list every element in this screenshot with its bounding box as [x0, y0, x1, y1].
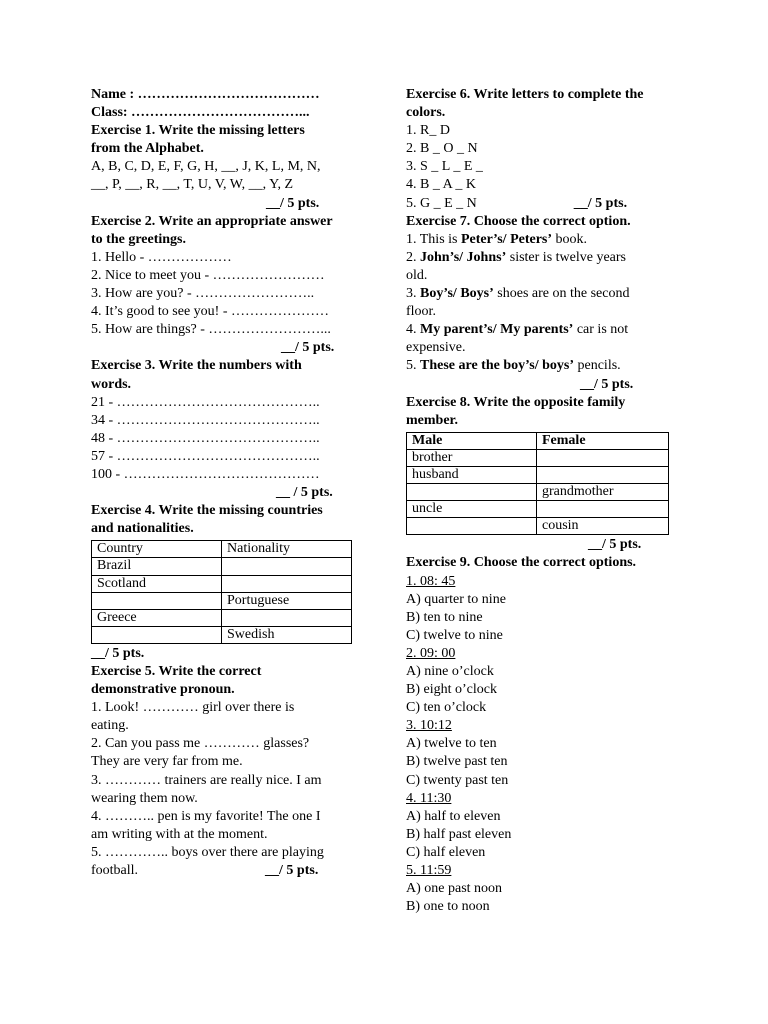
table-header-row — [92, 541, 352, 558]
exercise-4-score: __/ 5 pts. — [91, 645, 145, 661]
color-item: 1. R_ D — [406, 123, 450, 139]
greeting-item: 4. It’s good to see you! - ………………… — [91, 304, 329, 320]
sentence-line: 1. Look! ………… girl over there is — [91, 700, 295, 716]
number-item: 100 - …………………………………… — [91, 466, 320, 482]
table-cell: cousin — [537, 518, 669, 535]
table-cell: husband — [407, 466, 537, 483]
right-column — [406, 86, 674, 916]
option-text: Boy’s/ Boys’ — [420, 286, 494, 302]
table-row — [407, 449, 669, 466]
question-line — [406, 249, 674, 267]
table-cell — [92, 626, 222, 643]
table-cell — [222, 575, 352, 592]
exercise-7-title: Exercise 7. Choose the correct option. — [406, 213, 631, 229]
question-line — [406, 231, 674, 249]
table-header: Country — [92, 541, 222, 558]
question-text: car is not — [573, 322, 629, 338]
sentence-line: eating. — [91, 718, 129, 734]
time-question: 4. 11:30 — [406, 790, 452, 806]
exercise-7-score: __/ 5 pts. — [580, 376, 634, 392]
question-text: 2. — [406, 249, 420, 265]
alphabet-line: A, B, C, D, E, F, G, H, __, J, K, L, M, N, — [91, 159, 321, 175]
option-text: John’s/ Johns’ — [420, 249, 507, 265]
table-row — [92, 626, 352, 643]
table-row — [407, 466, 669, 483]
exercise-8-title: Exercise 8. Write the opposite family — [406, 394, 626, 410]
time-question: 2. 09: 00 — [406, 645, 456, 661]
time-option: B) half past eleven — [406, 826, 512, 842]
color-item: 2. B _ O _ N — [406, 141, 478, 157]
number-item: 48 - …………………………………….. — [91, 430, 320, 446]
question-line — [406, 357, 674, 375]
greeting-item: 2. Nice to meet you - …………………… — [91, 267, 325, 283]
table-header: Female — [537, 432, 669, 449]
question-text: 1. This is — [406, 231, 461, 247]
question-text: 4. — [406, 322, 420, 338]
table-cell: Scotland — [92, 575, 222, 592]
question-text: shoes are on the second — [493, 286, 630, 302]
question-line: old. — [406, 267, 428, 283]
exercise-6-title-cont: colors. — [406, 105, 446, 121]
greeting-item: 1. Hello - ……………… — [91, 249, 232, 265]
table-row — [92, 575, 352, 592]
time-option: A) twelve to ten — [406, 736, 497, 752]
table-cell: Portuguese — [222, 592, 352, 609]
left-column — [91, 86, 349, 880]
table-cell: brother — [407, 449, 537, 466]
exercise-2-title-cont: to the greetings. — [91, 231, 186, 247]
time-question: 1. 08: 45 — [406, 573, 456, 589]
table-row — [407, 501, 669, 518]
exercise-2-score: __/ 5 pts. — [281, 340, 335, 356]
exercise-2-title: Exercise 2. Write an appropriate answer — [91, 213, 333, 229]
question-line: floor. — [406, 304, 436, 320]
sentence-line: 4. ……….. pen is my favorite! The one I — [91, 808, 321, 824]
sentence-line: am writing with at the moment. — [91, 826, 268, 842]
time-option: C) ten o’clock — [406, 700, 487, 716]
color-item-last — [406, 195, 674, 213]
exercise-5-score: __/ 5 pts. — [265, 863, 319, 879]
table-row — [92, 558, 352, 575]
question-line — [406, 321, 674, 339]
nationality-table — [91, 540, 352, 644]
sentence-line-last — [91, 862, 349, 880]
table-row — [92, 592, 352, 609]
time-option: C) twenty past ten — [406, 772, 509, 788]
question-text: 5. — [406, 358, 420, 374]
table-header: Nationality — [222, 541, 352, 558]
exercise-6-score: __/ 5 pts. — [573, 195, 628, 211]
option-text: Peter’s/ Peters’ — [460, 231, 553, 247]
exercise-4-title-cont: and nationalities. — [91, 521, 194, 537]
table-cell — [407, 518, 537, 535]
time-option: C) twelve to nine — [406, 627, 503, 643]
exercise-1-score: __/ 5 pts. — [266, 195, 320, 211]
table-cell: Swedish — [222, 626, 352, 643]
time-option: B) ten to nine — [406, 609, 483, 625]
family-table — [406, 432, 669, 536]
sentence-line: 2. Can you pass me ………… glasses? — [91, 736, 310, 752]
table-cell — [537, 501, 669, 518]
table-cell: Brazil — [92, 558, 222, 575]
time-option: C) half eleven — [406, 844, 486, 860]
color-item: 5. G _ E _ N — [406, 195, 477, 211]
color-item: 3. S _ L _ E _ — [406, 159, 483, 175]
question-text: book. — [552, 231, 588, 247]
sentence-line: 5. ………….. boys over there are playing — [91, 844, 324, 860]
table-row — [407, 484, 669, 501]
sentence-line: wearing them now. — [91, 790, 198, 806]
time-question: 3. 10:12 — [406, 718, 452, 734]
time-option: A) half to eleven — [406, 808, 501, 824]
time-question: 5. 11:59 — [406, 863, 452, 879]
exercise-9-title: Exercise 9. Choose the correct options. — [406, 555, 637, 571]
greeting-item: 5. How are things? - ……………………... — [91, 322, 331, 338]
table-cell — [92, 592, 222, 609]
table-cell: grandmother — [537, 484, 669, 501]
exercise-1-title-cont: from the Alphabet. — [91, 141, 204, 157]
greeting-item: 3. How are you? - …………………….. — [91, 286, 315, 302]
table-cell: Greece — [92, 609, 222, 626]
question-line — [406, 285, 674, 303]
number-item: 21 - …………………………………….. — [91, 394, 320, 410]
exercise-3-title: Exercise 3. Write the numbers with — [91, 358, 302, 374]
time-option: A) one past noon — [406, 881, 503, 897]
exercise-5-title-cont: demonstrative pronoun. — [91, 682, 235, 698]
exercise-3-score: __ / 5 pts. — [276, 485, 333, 501]
question-text: pencils. — [574, 358, 621, 374]
question-text: 3. — [406, 286, 420, 302]
sentence-text: football. — [91, 863, 139, 879]
color-item: 4. B _ A _ K — [406, 177, 477, 193]
name-line: Name : ………………………………… — [91, 87, 320, 102]
number-item: 34 - …………………………………….. — [91, 412, 320, 428]
exercise-1-title: Exercise 1. Write the missing letters — [91, 123, 305, 139]
number-item: 57 - …………………………………….. — [91, 448, 320, 464]
time-option: A) nine o’clock — [406, 664, 494, 679]
question-text: sister is twelve years — [506, 249, 626, 265]
time-option: B) eight o’clock — [406, 682, 497, 698]
question-line: expensive. — [406, 340, 466, 356]
exercise-8-title-cont: member. — [406, 412, 458, 428]
table-header-row — [407, 432, 669, 449]
time-option: B) twelve past ten — [406, 754, 508, 770]
time-option: A) quarter to nine — [406, 591, 506, 607]
sentence-line: They are very far from me. — [91, 754, 243, 770]
table-cell: uncle — [407, 501, 537, 518]
exercise-6-title: Exercise 6. Write letters to complete the — [406, 87, 644, 102]
exercise-8-score: __/ 5 pts. — [588, 537, 642, 553]
table-cell — [537, 466, 669, 483]
table-cell — [407, 484, 537, 501]
table-cell — [222, 609, 352, 626]
table-cell — [537, 449, 669, 466]
exercise-3-title-cont: words. — [91, 376, 132, 392]
table-header: Male — [407, 432, 537, 449]
class-line: Class: ………………………………... — [91, 105, 310, 121]
option-text: These are the boy’s/ boys’ — [420, 358, 574, 374]
exercise-4-title: Exercise 4. Write the missing countries — [91, 503, 323, 519]
exercise-5-title: Exercise 5. Write the correct — [91, 664, 262, 679]
table-row — [92, 609, 352, 626]
time-option: B) one to noon — [406, 899, 490, 915]
option-text: My parent’s/ My parents’ — [420, 322, 574, 338]
table-cell — [222, 558, 352, 575]
sentence-line: 3. ………… trainers are really nice. I am — [91, 772, 322, 788]
alphabet-line: __, P, __, R, __, T, U, V, W, __, Y, Z — [91, 177, 294, 193]
table-row — [407, 518, 669, 535]
